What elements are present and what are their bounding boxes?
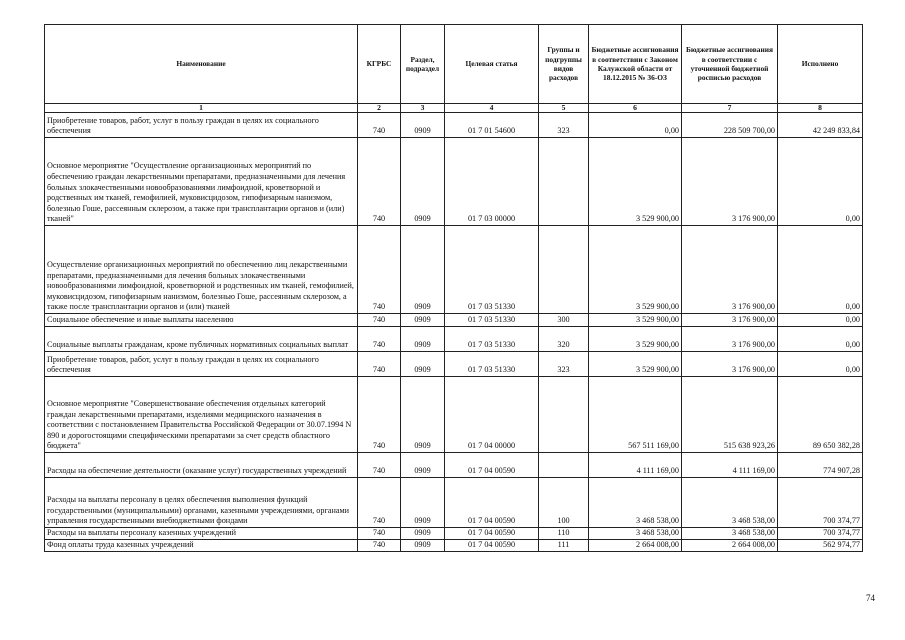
cell-group: 111 (539, 540, 589, 552)
cell-law: 3 468 538,00 (589, 478, 682, 528)
cell-target: 01 7 04 00590 (445, 528, 539, 540)
cell-law: 4 111 169,00 (589, 453, 682, 478)
cell-revised: 3 176 900,00 (682, 352, 778, 377)
header-kgrbs: КГРБС (358, 25, 401, 104)
cell-name: Расходы на обеспечение деятельности (оказание услуг) государственных учреждений (45, 453, 358, 478)
column-number: 1 (45, 104, 358, 113)
cell-revised: 3 176 900,00 (682, 314, 778, 327)
cell-target: 01 7 04 00000 (445, 377, 539, 453)
cell-group (539, 138, 589, 226)
cell-name: Социальное обеспечение и иные выплаты населению (45, 314, 358, 327)
cell-executed: 700 374,77 (778, 528, 863, 540)
cell-kgrbs: 740 (358, 314, 401, 327)
cell-section: 0909 (401, 352, 445, 377)
cell-law: 3 529 900,00 (589, 314, 682, 327)
cell-kgrbs: 740 (358, 377, 401, 453)
cell-name: Фонд оплаты труда казенных учреждений (45, 540, 358, 552)
table-row (45, 327, 863, 352)
cell-law: 3 529 900,00 (589, 327, 682, 352)
cell-law: 3 529 900,00 (589, 138, 682, 226)
cell-revised: 228 509 700,00 (682, 113, 778, 138)
cell-group: 323 (539, 113, 589, 138)
cell-group: 323 (539, 352, 589, 377)
header-section: Раздел, подраздел (401, 25, 445, 104)
column-number: 2 (358, 104, 401, 113)
cell-section: 0909 (401, 327, 445, 352)
table-row (45, 138, 863, 226)
cell-executed: 42 249 833,84 (778, 113, 863, 138)
cell-revised: 3 176 900,00 (682, 327, 778, 352)
cell-kgrbs: 740 (358, 352, 401, 377)
column-number: 4 (445, 104, 539, 113)
table-row (45, 226, 863, 314)
cell-revised: 4 111 169,00 (682, 453, 778, 478)
cell-group (539, 377, 589, 453)
cell-executed: 0,00 (778, 138, 863, 226)
cell-kgrbs: 740 (358, 478, 401, 528)
cell-executed: 774 907,28 (778, 453, 863, 478)
cell-kgrbs: 740 (358, 453, 401, 478)
table-row (45, 377, 863, 453)
cell-law: 2 664 008,00 (589, 540, 682, 552)
cell-target: 01 7 01 54600 (445, 113, 539, 138)
cell-target: 01 7 03 51330 (445, 314, 539, 327)
column-number: 7 (682, 104, 778, 113)
cell-name: Расходы на выплаты персоналу в целях обеспечения выполнения функций государственными (муниципальными) органами, казенными учреждениями, органами управления государственными внебюджетными фондами (45, 478, 358, 528)
cell-group (539, 226, 589, 314)
cell-law: 3 468 538,00 (589, 528, 682, 540)
cell-executed: 0,00 (778, 226, 863, 314)
cell-target: 01 7 03 51330 (445, 352, 539, 377)
cell-group: 300 (539, 314, 589, 327)
table-row (45, 453, 863, 478)
cell-group: 320 (539, 327, 589, 352)
cell-kgrbs: 740 (358, 540, 401, 552)
header-revised: Бюджетные ассигнования в соответствии с уточненной бюджетной росписью расходов (682, 25, 778, 104)
cell-name: Осуществление организационных мероприятий по обеспечению лиц лекарственными препаратами, предназначенными для лечения больных злокачественными новообразованиями лимфоидной, кроветворной и родственных им тканей, гемофилией, муковисцидозом, гипофизарным нанизмом, болезнью Гоше, рассеянным склерозом, а также после трансплантации органов и (или) тканей (45, 226, 358, 314)
cell-section: 0909 (401, 113, 445, 138)
table-row (45, 540, 863, 552)
cell-executed: 700 374,77 (778, 478, 863, 528)
cell-revised: 3 468 538,00 (682, 528, 778, 540)
cell-name: Социальные выплаты гражданам, кроме публичных нормативных социальных выплат (45, 327, 358, 352)
cell-kgrbs: 740 (358, 528, 401, 540)
cell-section: 0909 (401, 314, 445, 327)
cell-section: 0909 (401, 138, 445, 226)
column-number: 8 (778, 104, 863, 113)
cell-revised: 515 638 923,26 (682, 377, 778, 453)
cell-executed: 562 974,77 (778, 540, 863, 552)
cell-executed: 0,00 (778, 352, 863, 377)
cell-kgrbs: 740 (358, 138, 401, 226)
column-number: 3 (401, 104, 445, 113)
cell-kgrbs: 740 (358, 327, 401, 352)
cell-name: Расходы на выплаты персоналу казенных учреждений (45, 528, 358, 540)
page-number: 74 (866, 593, 875, 603)
cell-name: Основное мероприятие "Совершенствование обеспечения отдельных категорий граждан лекарственными препаратами, изделиями медицинского назначения в соответствии с постановлением Правительства Российской Федерации от 30.07.1994 N 890 и дорогостоящими специфическими препаратами за счет средств областного бюджета" (45, 377, 358, 453)
cell-executed: 0,00 (778, 314, 863, 327)
cell-section: 0909 (401, 453, 445, 478)
header-name: Наименование (45, 25, 358, 104)
cell-law: 0,00 (589, 113, 682, 138)
cell-name: Основное мероприятие "Осуществление организационных мероприятий по обеспечению граждан лекарственными препаратами, предназначенными для лечения больных злокачественными новообразованиями лимфоидной, кроветворной и родственных им тканей, гемофилией, муковисцидозом, гипофизарным нанизмом, болезнью Гоше, рассеянным склерозом, а также при трансплантации органов и (или) тканей" (45, 138, 358, 226)
column-number-row (45, 104, 863, 113)
column-number: 6 (589, 104, 682, 113)
column-number: 5 (539, 104, 589, 113)
cell-law: 3 529 900,00 (589, 226, 682, 314)
table-row (45, 528, 863, 540)
cell-revised: 3 468 538,00 (682, 478, 778, 528)
cell-law: 3 529 900,00 (589, 352, 682, 377)
cell-target: 01 7 04 00590 (445, 478, 539, 528)
table-row (45, 314, 863, 327)
cell-section: 0909 (401, 478, 445, 528)
cell-name: Приобретение товаров, работ, услуг в пользу граждан в целях их социального обеспечения (45, 113, 358, 138)
cell-revised: 3 176 900,00 (682, 138, 778, 226)
cell-kgrbs: 740 (358, 113, 401, 138)
cell-group (539, 453, 589, 478)
table-row (45, 478, 863, 528)
cell-section: 0909 (401, 528, 445, 540)
cell-executed: 0,00 (778, 327, 863, 352)
header-groups: Группы и подгруппы видов расходов (539, 25, 589, 104)
cell-revised: 2 664 008,00 (682, 540, 778, 552)
cell-law: 567 511 169,00 (589, 377, 682, 453)
cell-target: 01 7 03 51330 (445, 226, 539, 314)
cell-executed: 89 650 382,28 (778, 377, 863, 453)
header-executed: Исполнено (778, 25, 863, 104)
cell-target: 01 7 04 00590 (445, 453, 539, 478)
header-target: Целевая статья (445, 25, 539, 104)
cell-target: 01 7 04 00590 (445, 540, 539, 552)
table-row (45, 113, 863, 138)
cell-target: 01 7 03 00000 (445, 138, 539, 226)
budget-table (44, 24, 863, 552)
cell-section: 0909 (401, 377, 445, 453)
table-row (45, 352, 863, 377)
table-header-row (45, 25, 863, 104)
cell-group: 100 (539, 478, 589, 528)
cell-kgrbs: 740 (358, 226, 401, 314)
cell-revised: 3 176 900,00 (682, 226, 778, 314)
cell-section: 0909 (401, 540, 445, 552)
header-law: Бюджетные ассигнования в соответствии с Законом Калужской области от 18.12.2015 № 36-ОЗ (589, 25, 682, 104)
cell-target: 01 7 03 51330 (445, 327, 539, 352)
cell-group: 110 (539, 528, 589, 540)
cell-name: Приобретение товаров, работ, услуг в пользу граждан в целях их социального обеспечения (45, 352, 358, 377)
cell-section: 0909 (401, 226, 445, 314)
